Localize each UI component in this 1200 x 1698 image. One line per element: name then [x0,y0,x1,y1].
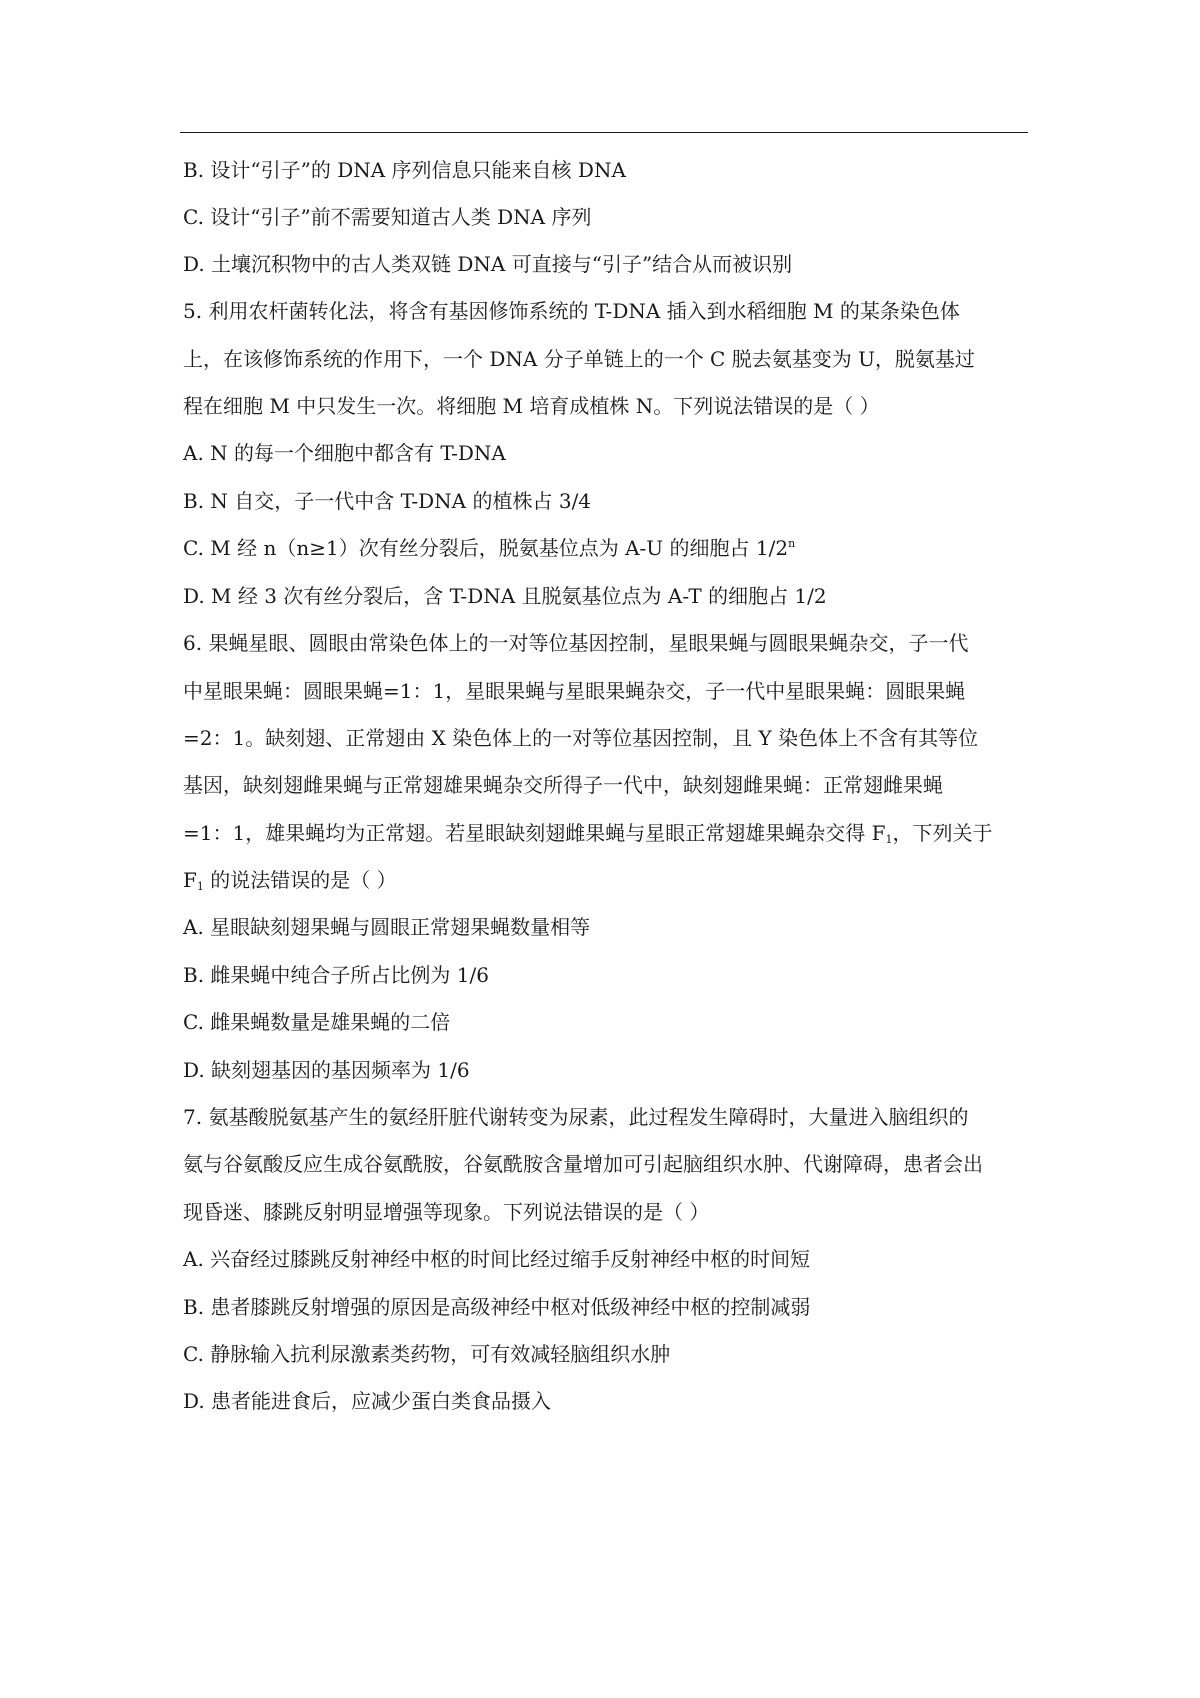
q6-stem-line-5: =1：1，雄果蝇均为正常翅。若星眼缺刻翅雌果蝇与星眼正常翅雄果蝇杂交得 $F_1$，下列关于 [183,821,993,846]
subscript-1: 1 [885,833,893,846]
q6-stem-line-4: 基因，缺刻翅雌果蝇与正常翅雄果蝇杂交所得子一代中，缺刻翅雌果蝇：正常翅雌果蝇 [183,773,943,797]
q6-stem-line-1: 6. 果蝇星眼、圆眼由常染色体上的一对等位基因控制，星眼果蝇与圆眼果蝇杂交，子一代 [183,631,969,655]
q7-stem-line-2: 氨与谷氨酸反应生成谷氨酰胺，谷氨酰胺含量增加可引起脑组织水肿、代谢障碍，患者会出 [183,1152,983,1176]
q6-option-c: C. 雌果蝇数量是雄果蝇的二倍 [183,1010,451,1034]
q5-stem-line-2: 上，在该修饰系统的作用下，一个 DNA 分子单链上的一个 C 脱去氨基变为 U，脱氨基过 [183,347,975,371]
header-rule [180,132,1028,133]
q6-option-d: D. 缺刻翅基因的基因频率为 1/6 [183,1058,470,1082]
q4-option-d: D. 土壤沉积物中的古人类双链 DNA 可直接与“引子”结合从而被识别 [183,252,793,276]
q7-option-c: C. 静脉输入抗利尿激素类药物，可有效减轻脑组织水肿 [183,1342,671,1366]
superscript-n: n [788,537,796,550]
q5-option-a: A. N 的每一个细胞中都含有 T-DNA [183,441,506,465]
q7-option-b: B. 患者膝跳反射增强的原因是高级神经中枢对低级神经中枢的控制减弱 [183,1295,811,1319]
q5-option-b: B. N 自交，子一代中含 T-DNA 的植株占 3/4 [183,489,592,513]
q7-stem-line-3: 现昏迷、膝跳反射明显增强等现象。下列说法错误的是（ ） [183,1200,710,1224]
q6-option-b: B. 雌果蝇中纯合子所占比例为 1/6 [183,963,489,987]
q6-stem-line-2: 中星眼果蝇：圆眼果蝇=1：1，星眼果蝇与星眼果蝇杂交，子一代中星眼果蝇：圆眼果蝇 [183,679,966,703]
q7-option-d: D. 患者能进食后，应减少蛋白类食品摄入 [183,1389,552,1413]
q6-stem-line-6: $F_1$ 的说法错误的是（ ） [183,868,397,893]
q7-option-a: A. 兴奋经过膝跳反射神经中枢的时间比经过缩手反射神经中枢的时间短 [183,1247,811,1271]
q5-stem-line-3: 程在细胞 M 中只发生一次。将细胞 M 培育成植株 N。下列说法错误的是（ ） [183,394,880,418]
q6-stem-line-3: =2：1。缺刻翅、正常翅由 X 染色体上的一对等位基因控制，且 Y 染色体上不含有其等位 [183,726,979,750]
q6-option-a: A. 星眼缺刻翅果蝇与圆眼正常翅果蝇数量相等 [183,915,591,939]
q4-option-c: C. 设计“引子”前不需要知道古人类 DNA 序列 [183,205,592,229]
q5-option-d: D. M 经 3 次有丝分裂后，含 T-DNA 且脱氨基位点为 A-T 的细胞占 1/2 [183,584,827,608]
q7-stem-line-1: 7. 氨基酸脱氨基产生的氨经肝脏代谢转变为尿素，此过程发生障碍时，大量进入脑组织的 [183,1105,969,1129]
q5-option-c: C. M 经 n（n≥1）次有丝分裂后，脱氨基位点为 A-U 的细胞占 1/2$^n$ [183,536,796,560]
q5-stem-line-1: 5. 利用农杆菌转化法，将含有基因修饰系统的 T-DNA 插入到水稻细胞 M 的某条染色体 [183,299,960,323]
subscript-1: 1 [196,880,204,893]
q4-option-b: B. 设计“引子”的 DNA 序列信息只能来自核 DNA [183,158,626,182]
